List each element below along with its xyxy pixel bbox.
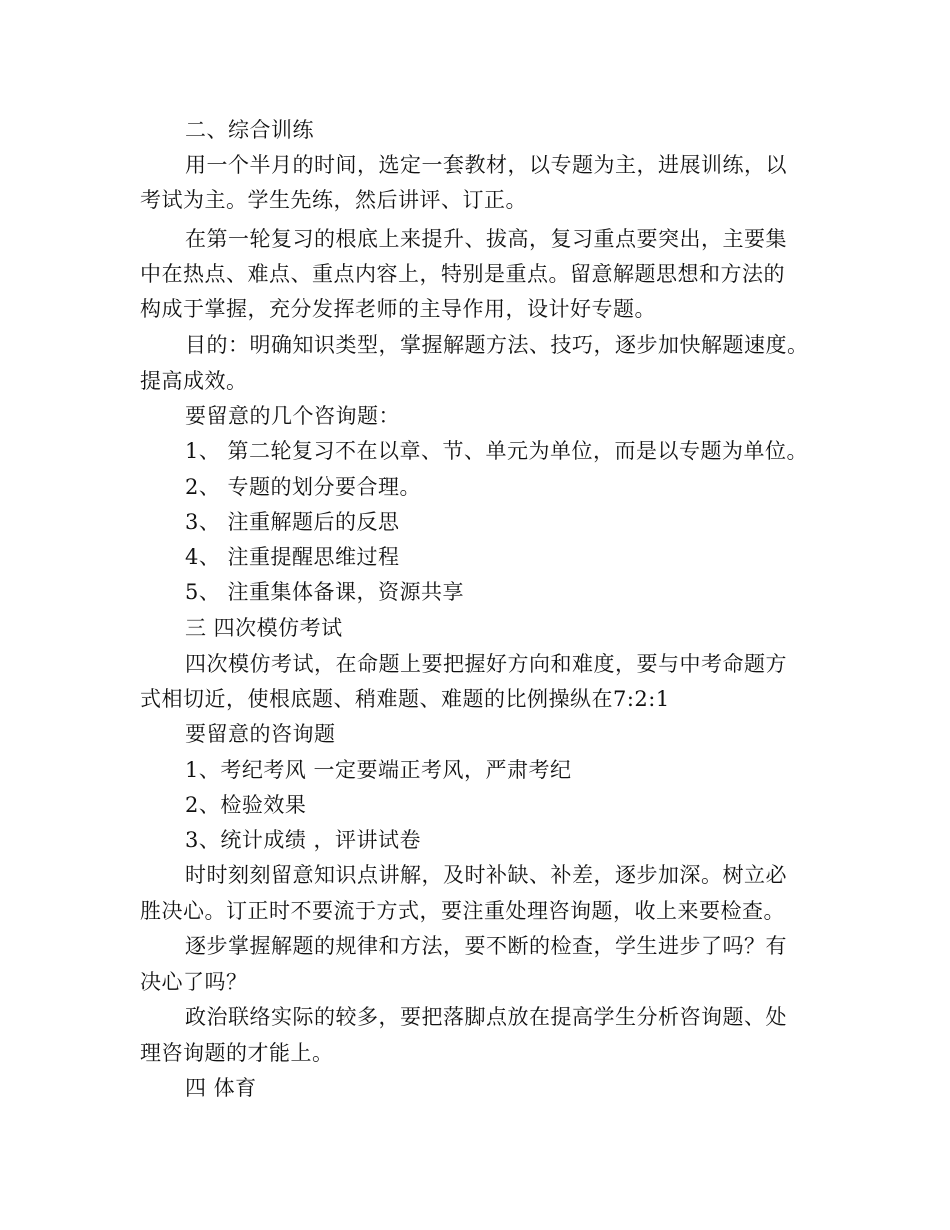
list-item: 1、 第二轮复习不在以章、节、单元为单位，而是以专题为单位。 xyxy=(185,439,809,463)
list-item: 3、 注重解题后的反思 xyxy=(185,510,400,534)
paragraph-line: 要留意的咨询题 xyxy=(185,722,336,746)
paragraph-line: 要留意的几个咨询题： xyxy=(185,404,400,428)
paragraph-line: 政治联络实际的较多，要把落脚点放在提高学生分析咨询题、处 xyxy=(185,1005,787,1029)
section-heading-pe: 四 体育 xyxy=(185,1076,257,1100)
paragraph-line: 四次模仿考试，在命题上要把握好方向和难度，要与中考命题方 xyxy=(185,652,787,676)
section-heading-mock-exams: 三 四次模仿考试 xyxy=(185,616,343,640)
paragraph-line: 理咨询题的才能上。 xyxy=(140,1041,334,1065)
paragraph-line: 决心了吗？ xyxy=(140,970,248,994)
paragraph-line: 考试为主。学生先练，然后讲评、订正。 xyxy=(140,188,527,212)
paragraph-line: 中在热点、难点、重点内容上，特别是重点。留意解题思想和方法的 xyxy=(140,262,785,286)
paragraph-line: 提高成效。 xyxy=(140,369,248,393)
paragraph-line: 在第一轮复习的根底上来提升、拔高，复习重点要突出，主要集 xyxy=(185,227,787,251)
list-item: 4、 注重提醒思维过程 xyxy=(185,545,400,569)
list-item: 5、 注重集体备课，资源共享 xyxy=(185,580,465,604)
paragraph-line: 用一个半月的时间，选定一套教材，以专题为主，进展训练，以 xyxy=(185,153,787,177)
paragraph-line: 目的：明确知识类型，掌握解题方法、技巧，逐步加快解题速度。 xyxy=(185,333,809,357)
paragraph-line: 胜决心。订正时不要流于方式，要注重处理咨询题，收上来要检查。 xyxy=(140,899,785,923)
paragraph-line: 构成于掌握，充分发挥老师的主导作用，设计好专题。 xyxy=(140,297,656,321)
list-item: 3、统计成绩 ，评讲试卷 xyxy=(185,828,422,852)
paragraph-line: 时时刻刻留意知识点讲解，及时补缺、补差，逐步加深。树立必 xyxy=(185,863,787,887)
paragraph-line: 逐步掌握解题的规律和方法，要不断的检查，学生进步了吗？有 xyxy=(185,934,787,958)
list-item: 1、考纪考风 一定要端正考风，严肃考纪 xyxy=(185,758,572,782)
list-item: 2、检验效果 xyxy=(185,793,307,817)
list-item: 2、 专题的划分要合理。 xyxy=(185,475,422,499)
paragraph-line: 式相切近，使根底题、稍难题、难题的比例操纵在7:2:1 xyxy=(140,687,670,711)
section-heading-comprehensive-training: 二、综合训练 xyxy=(185,118,314,142)
